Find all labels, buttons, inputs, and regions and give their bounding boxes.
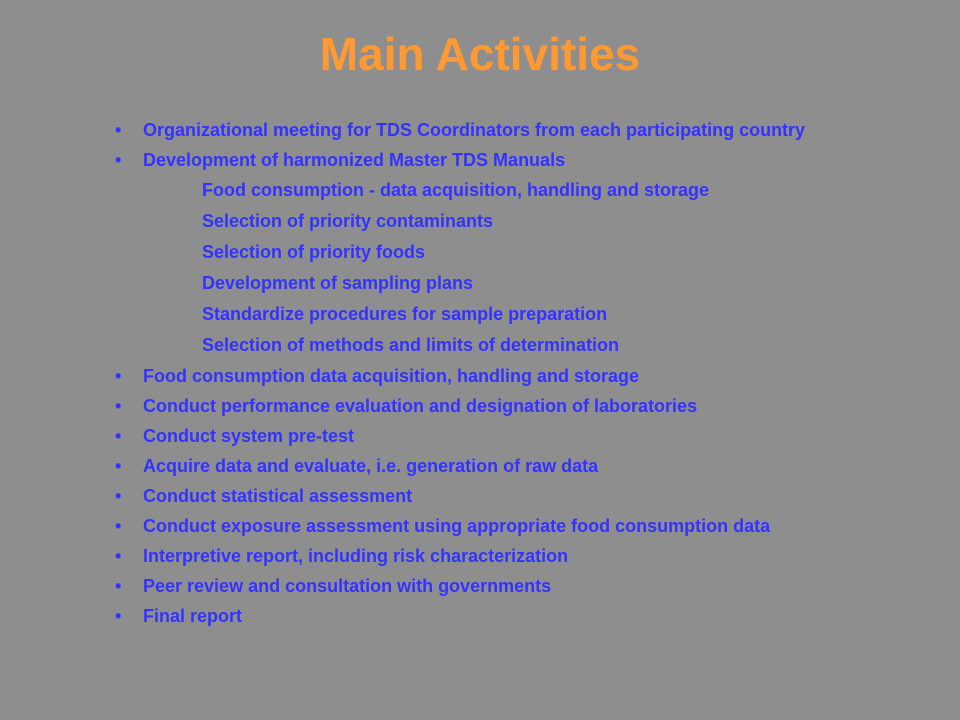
sub-item [0,334,960,357]
item-text: Conduct statistical assessment [143,486,413,506]
bullet-item [0,605,960,628]
item-text: Food consumption data acquisition, handling and storage [143,366,640,386]
item-text: Conduct performance evaluation and designation of laboratories [143,396,698,416]
bullet-item [0,575,960,598]
sub-item [0,303,960,326]
bullet-item [0,545,960,568]
bullet-item [0,365,960,388]
item-text: Selection of priority foods [202,242,426,262]
bullet-icon: • [115,456,122,476]
item-text: Development of sampling plans [202,273,474,293]
item-text: Development of harmonized Master TDS Manuals [143,150,566,170]
bullet-item [0,515,960,538]
sub-item [0,210,960,233]
bullet-icon: • [115,396,122,416]
bullet-icon: • [115,486,122,506]
bullet-item [0,485,960,508]
bullet-item [0,149,960,172]
sub-item [0,241,960,264]
item-text: Conduct system pre-test [143,426,355,446]
activity-list [0,119,960,635]
item-text: Peer review and consultation with governments [143,576,552,596]
item-text: Final report [143,606,243,626]
sub-item [0,272,960,295]
bullet-item [0,455,960,478]
bullet-item [0,395,960,418]
item-text: Organizational meeting for TDS Coordinators from each participating country [143,120,806,140]
item-text: Standardize procedures for sample preparation [202,304,608,324]
item-text: Conduct exposure assessment using appropriate food consumption data [143,516,771,536]
bullet-icon: • [115,546,122,566]
bullet-icon: • [115,426,122,446]
bullet-icon: • [115,606,122,626]
bullet-icon: • [115,150,122,170]
item-text: Food consumption - data acquisition, handling and storage [202,180,710,200]
bullet-icon: • [115,516,122,536]
bullet-item [0,119,960,142]
bullet-icon: • [115,576,122,596]
item-text: Interpretive report, including risk characterization [143,546,569,566]
slide-title: Main Activities [319,28,641,80]
bullet-icon: • [115,366,122,386]
item-text: Selection of priority contaminants [202,211,494,231]
bullet-item [0,425,960,448]
bullet-icon: • [115,120,122,140]
item-text: Selection of methods and limits of determination [202,335,620,355]
item-text: Acquire data and evaluate, i.e. generation of raw data [143,456,599,476]
sub-item [0,179,960,202]
